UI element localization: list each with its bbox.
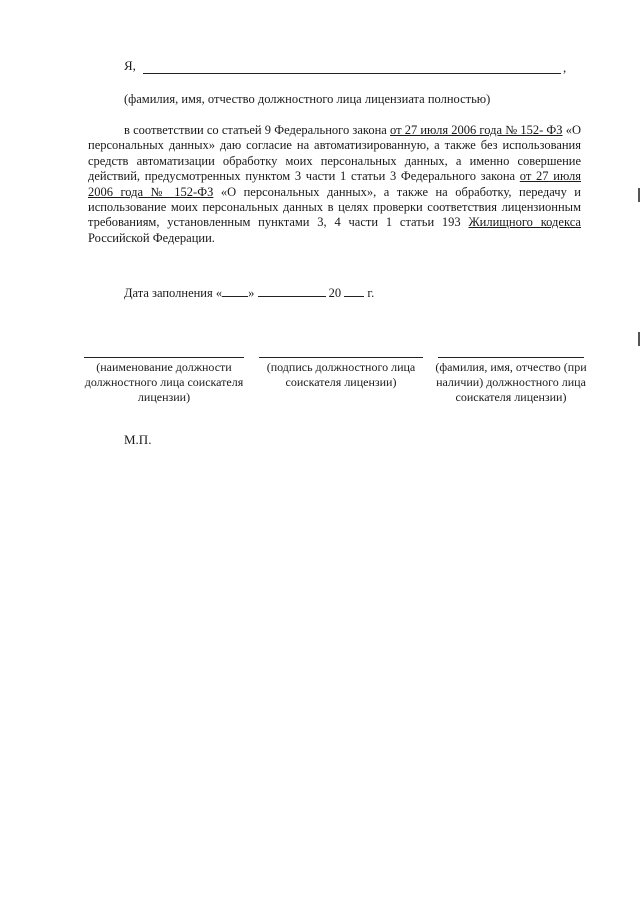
law-link-1[interactable]: от 27 июля 2006 года № 152- ФЗ — [389, 123, 563, 137]
month-blank[interactable] — [258, 286, 326, 297]
consent-text-4: Российской Федерации. — [88, 230, 215, 245]
signature-line[interactable] — [259, 357, 423, 358]
date-line — [124, 286, 374, 301]
year-suffix: г. — [367, 286, 375, 300]
year-prefix: 20 — [328, 286, 342, 300]
fio-comma: , — [563, 60, 567, 75]
day-blank[interactable] — [222, 286, 248, 297]
fio-caption: (фамилия, имя, отчество должностного лица лицензиата полностью) — [124, 92, 491, 106]
fio-fill-line[interactable] — [143, 73, 561, 74]
law-link-2[interactable]: от 27 июля 2006 года № 152-ФЗ — [88, 169, 581, 199]
consent-paragraph — [88, 123, 581, 246]
position-line[interactable] — [84, 357, 244, 358]
date-close-quote: » — [248, 286, 255, 300]
signature-caption: (подпись должностного лица соискателя лицензии) — [266, 360, 416, 389]
date-prefix: Дата заполнения « — [124, 286, 223, 300]
consent-text-3: «О персональных данных», а также на обработку, передачу и использование моих персональных данных в целях проверки соответствия лицензионным требованиям, установленным пунктами 3, 4 части 1 статьи 193 — [88, 184, 581, 230]
position-caption: (наименование должности должностного лица соискателя лицензии) — [84, 360, 244, 404]
housing-code-link[interactable]: Жилищного кодекса — [468, 215, 581, 230]
consent-text-1: в соответствии со статьей 9 Федерального закона — [124, 123, 390, 137]
year-blank[interactable] — [344, 286, 364, 297]
ya-label: Я, — [124, 58, 136, 73]
name-caption: (фамилия, имя, отчество (при наличии) должностного лица соискателя лицензии) — [435, 360, 587, 404]
stamp-label: М.П. — [124, 432, 152, 447]
name-line[interactable] — [438, 357, 584, 358]
consent-text-2: «О персональных данных» даю согласие на автоматизированную, а также без использования средств автоматизации обработку моих персональных данных, а именно совершение действий, предусмотренных пунктом 3 части 1 статьи 3 Федерального закона — [88, 123, 581, 184]
